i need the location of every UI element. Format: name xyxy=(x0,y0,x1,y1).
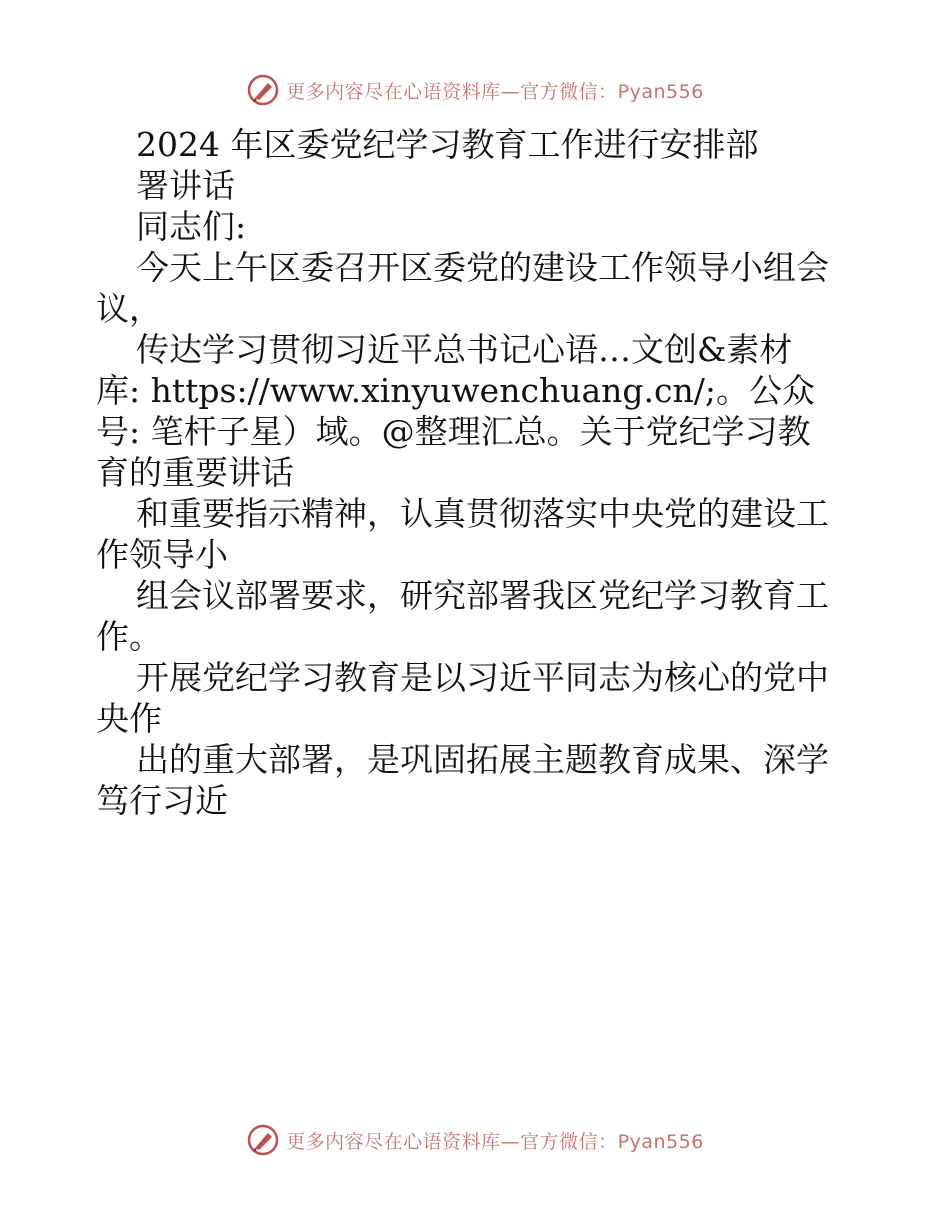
text-line: 作。 xyxy=(96,617,162,656)
text-line: 2024 年区委党纪学习教育工作进行安排部 xyxy=(136,125,759,164)
pen-nib-logo-icon xyxy=(246,1123,280,1157)
text-line: 央作 xyxy=(96,699,162,738)
text-line: 同志们: xyxy=(136,207,247,246)
text-line: 育的重要讲话 xyxy=(96,453,294,492)
watermark-text: 更多内容尽在心语资料库—官方微信：Pyan556 xyxy=(286,1130,704,1153)
watermark-text: 更多内容尽在心语资料库—官方微信：Pyan556 xyxy=(286,80,704,103)
text-line: 传达学习贯彻习近平总书记心语…文创&素材 xyxy=(136,330,793,369)
text-line: 组会议部署要求，研究部署我区党纪学习教育工 xyxy=(136,576,829,615)
text-line: 和重要指示精神，认真贯彻落实中央党的建设工 xyxy=(136,494,829,533)
text-line: 库: https://www.xinyuwenchuang.cn/;。公众 xyxy=(96,371,815,410)
text-line: 笃行习近 xyxy=(96,781,228,820)
text-line: 开展党纪学习教育是以习近平同志为核心的党中 xyxy=(136,658,829,697)
text-line: 作领导小 xyxy=(96,535,228,574)
text-line: 出的重大部署，是巩固拓展主题教育成果、深学 xyxy=(136,740,829,779)
text-line: 今天上午区委召开区委党的建设工作领导小组会 xyxy=(136,248,829,287)
pen-nib-logo-icon xyxy=(246,73,280,107)
text-line: 议， xyxy=(96,289,162,328)
document-body xyxy=(96,124,856,821)
header-watermark xyxy=(0,70,950,110)
footer-watermark xyxy=(0,1120,950,1160)
text-line: 号: 笔杆子星）域。@整理汇总。关于党纪学习教 xyxy=(96,412,811,451)
text-line: 署讲话 xyxy=(136,166,235,205)
